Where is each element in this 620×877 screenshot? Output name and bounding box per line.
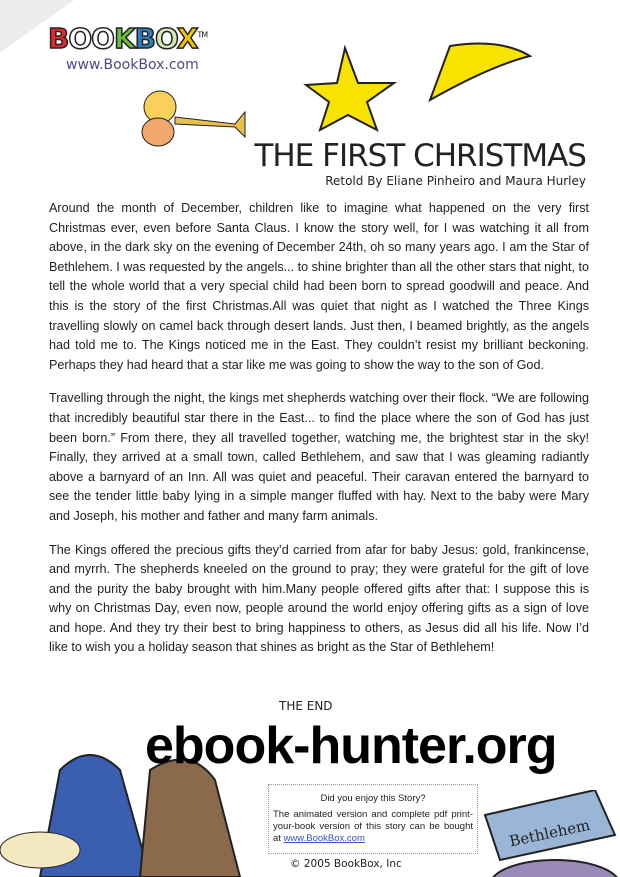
page-title: THE FIRST CHRISTMAS [254,138,586,174]
the-end: THE END [279,699,333,713]
story-body [49,199,589,672]
sign-text: Bethlehem [507,815,592,851]
bookbox-logo: BOOKBOX™ [48,22,208,55]
angel-trumpet-illustration [130,82,250,152]
promo-question: Did you enjoy this Story? [320,793,426,804]
watermark: ebook-hunter.org [145,717,557,775]
promo-link[interactable]: www.BookBox.com [283,833,365,844]
paragraph: Travelling through the night, the kings met shepherds watching over their flock. “We are following that incredibly beautiful star there in the East... to find the place where the son of God has just been born.” From there, they all travelled together, watching me, the brightest star in the sky! Finally, they arrived at a small town, called Bethlehem, and saw that I was gleaming radiantly above a barnyard of an Inn. All was quiet and peaceful. Their caravan entered the barnyard to see the tender little baby lying in a simple manger fluffed with hay. Next to the baby were Mary and Joseph, his mother and father and many farm animals. [49,391,589,523]
site-url[interactable]: www.BookBox.com [66,57,199,73]
bethlehem-sign-illustration [480,790,620,877]
promo-description: The animated version and complete pdf print-your-book version of this story can be bought at [273,809,473,844]
promo-text [273,809,473,845]
promo-box [268,784,478,854]
copyright: © 2005 BookBox, Inc [290,858,402,870]
byline: Retold By Eliane Pinheiro and Maura Hurley [325,174,586,188]
paragraph: Around the month of December, children like to imagine what happened on the very first Christmas ever, even before Santa Claus. I know the story well, for I was watching it all from above, in the dark sky on the evening of December 24th, oh so many years ago. I am the Star of Bethlehem. I was requested by the angels... to shine brighter than all the other stars that night, to tell the whole world that a very special child had been born to spread goodwill and peace. And this is the story of the first Christmas.All was quiet that night as I watched the Three Kings travelling slowly on camel back through desert lands. Just then, I beamed brightly, as the angels had told me to. The Kings noticed me in the East. They couldn’t resist my brilliant beckoning. Perhaps they had heard that a star like me was going to show the way to the son of God. [49,201,589,372]
trademark: TM [197,30,208,40]
shooting-star-illustration [300,38,540,134]
paragraph: The Kings offered the precious gifts they’d carried from afar for baby Jesus: gold, frankincense, and myrrh. The shepherds kneeled on the ground to pray; they were grateful for the gift of love and the purity the baby brought with him.Many people offered gifts after that: I suppose this is why on Christmas Day, even now, people around the world enjoy offering gifts as a sign of love and hope. And they try their best to bring happiness to others, as Jesus did all his life. Now I’d like to wish you a holiday season that shines as bright as the Star of Bethlehem! [49,542,589,655]
